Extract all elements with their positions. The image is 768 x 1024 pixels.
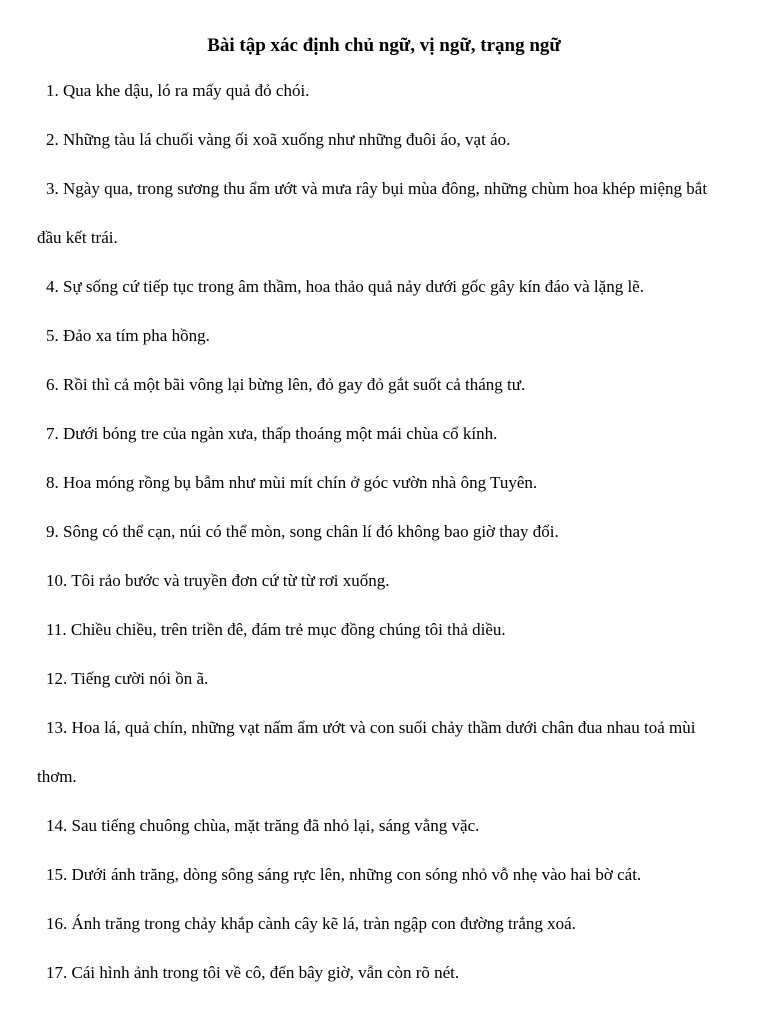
document-title: Bài tập xác định chủ ngữ, vị ngữ, trạng ngữ: [207, 35, 561, 56]
exercise-item-16: 16. Ánh trăng trong chảy khắp cành cây kẽ lá, tràn ngập con đường trắng xoá.: [46, 914, 576, 933]
exercise-item-10: 10. Tôi rảo bước và truyền đơn cứ từ từ rơi xuống.: [46, 571, 390, 590]
exercise-item-15: 15. Dưới ánh trăng, dòng sông sáng rực lên, những con sóng nhỏ vỗ nhẹ vào hai bờ cát.: [46, 865, 642, 884]
exercise-list: [37, 66, 729, 997]
exercise-item-6: 6. Rồi thì cả một bãi vông lại bừng lên, đỏ gay đỏ gắt suốt cả tháng tư.: [46, 375, 526, 394]
exercise-item-7: 7. Dưới bóng tre của ngàn xưa, thấp thoáng một mái chùa cổ kính.: [46, 424, 498, 443]
exercise-item-9: 9. Sông có thể cạn, núi có thể mòn, song chân lí đó không bao giờ thay đổi.: [46, 522, 559, 541]
exercise-item-3: 3. Ngày qua, trong sương thu ẩm ướt và mưa rây bụi mùa đông, những chùm hoa khép miệng bắt đầu kết trái.: [37, 179, 708, 247]
exercise-item-5: 5. Đảo xa tím pha hồng.: [46, 326, 210, 345]
exercise-item-17: 17. Cái hình ảnh trong tôi về cô, đến bây giờ, vẫn còn rõ nét.: [46, 963, 460, 982]
exercise-item-13: 13. Hoa lá, quả chín, những vạt nấm ẩm ướt và con suối chảy thầm dưới chân đua nhau toả mùi thơm.: [37, 718, 696, 786]
exercise-item-1: 1. Qua khe dậu, ló ra mấy quả đỏ chói.: [46, 81, 310, 100]
exercise-item-14: 14. Sau tiếng chuông chùa, mặt trăng đã nhỏ lại, sáng vằng vặc.: [46, 816, 480, 835]
exercise-item-11: 11. Chiều chiều, trên triền đê, đám trẻ mục đồng chúng tôi thả diều.: [46, 620, 506, 639]
exercise-item-2: 2. Những tàu lá chuối vàng ối xoã xuống như những đuôi áo, vạt áo.: [46, 130, 511, 149]
exercise-item-4: 4. Sự sống cứ tiếp tục trong âm thầm, hoa thảo quả nảy dưới gốc gây kín đáo và lặng lẽ.: [46, 277, 644, 296]
exercise-item-12: 12. Tiếng cười nói ồn ã.: [46, 669, 209, 688]
exercise-item-8: 8. Hoa móng rồng bụ bẫm như mùi mít chín ở góc vườn nhà ông Tuyên.: [46, 473, 538, 492]
